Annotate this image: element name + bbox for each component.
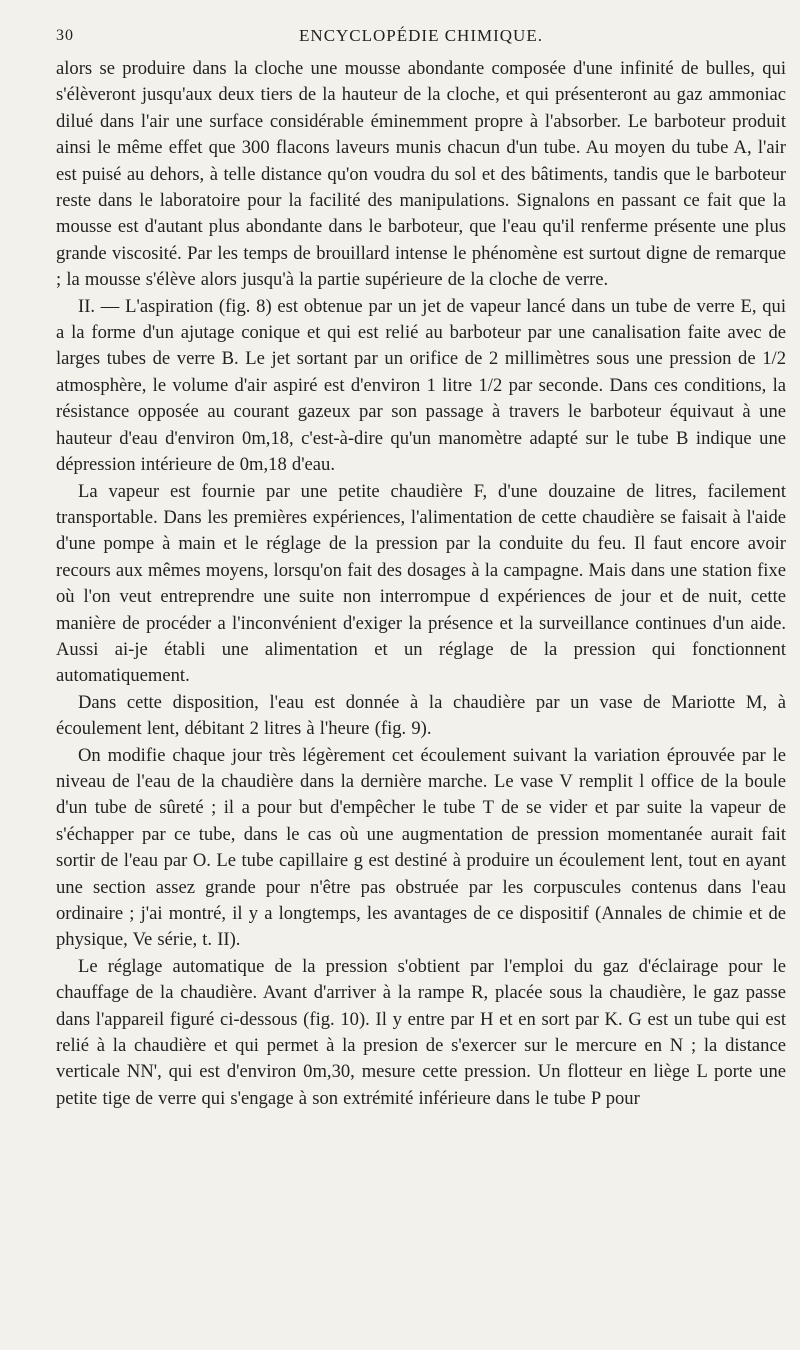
body-text bbox=[56, 56, 786, 1112]
running-title: ENCYCLOPÉDIE CHIMIQUE. bbox=[299, 26, 543, 45]
paragraph: II. — L'aspiration (fig. 8) est obtenue par un jet de vapeur lancé dans un tube de verre E, qui a la forme d'un ajutage conique et qui est relié au barboteur par une canalisation faite avec de larges tubes de verre B. Le jet sortant par un orifice de 2 millimètres sous une pression de 1/2 atmosphère, le volume d'air aspiré est d'environ 1 litre 1/2 par seconde. Dans ces conditions, la résistance opposée au courant gazeux par son passage à travers le barboteur équivaut à une hauteur d'eau d'environ 0m,18, c'est-à-dire qu'un manomètre adapté sur le tube B indique une dépression intérieure de 0m,18 d'eau. bbox=[56, 295, 786, 476]
paragraph: Dans cette disposition, l'eau est donnée à la chaudière par un vase de Mariotte M, à écoulement lent, débitant 2 litres à l'heure (fig. 9). bbox=[56, 691, 786, 740]
paragraph: alors se produire dans la cloche une mousse abondante composée d'une infinité de bulles, qui s'élèveront jusqu'aux deux tiers de la hauteur de la cloche, et qui présenteront au gaz ammoniac dilué dans l'air une surface considérable éminemment propre à l'absorber. Le barboteur produit ainsi le même effet que 300 flacons laveurs munis chacun d'un tube. Au moyen du tube A, l'air est puisé au dehors, à telle distance qu'on voudra du sol et des bâtiments, tandis que le barboteur reste dans le laboratoire pour la facilité des manipulations. Signalons en passant ce fait que la mousse est d'autant plus abondante dans le barboteur, que l'eau qu'il renferme présente une plus grande viscosité. Par les temps de brouillard intense le phénomène est surtout digne de remarque ; la mousse s'élève alors jusqu'à la partie supérieure de la cloche de verre. bbox=[56, 58, 786, 291]
paragraph: La vapeur est fournie par une petite chaudière F, d'une douzaine de litres, facilement transportable. Dans les premières expériences, l'alimentation de cette chaudière se faisait à l'aide d'une pompe à main et le réglage de la pression par la conduite du feu. Il faut encore avoir recours aux mêmes moyens, lorsqu'on fait des dosages à la campagne. Mais dans une station fixe où l'on veut entreprendre une suite non interrompue d expériences de jour et de nuit, cette manière de procéder a l'inconvénient d'exiger la présence et la surveillance continues d'un aide. Aussi ai-je établi une alimentation et un réglage de la pression qui fonctionnent automatiquement. bbox=[56, 480, 786, 687]
paragraph: Le réglage automatique de la pression s'obtient par l'emploi du gaz d'éclairage pour le chauffage de la chaudière. Avant d'arriver à la rampe R, placée sous la chaudière, le gaz passe dans l'appareil figuré ci-dessous (fig. 10). Il y entre par H et en sort par K. G est un tube qui est relié à la chaudière et qui permet à la presion de s'exercer sur le mercure en N ; la distance verticale NN', qui est d'environ 0m,30, mesure cette pression. Un flotteur en liège L porte une petite tige de verre qui s'engage à son extrémité inférieure dans le tube P pour bbox=[56, 955, 786, 1109]
paragraph: On modifie chaque jour très légèrement cet écoulement suivant la variation éprouvée par le niveau de l'eau de la chaudière dans la dernière marche. Le vase V remplit l office de la boule d'un tube de sûreté ; il a pour but d'empêcher le tube T de se vider et par suite la vapeur de s'échapper par ce tube, dans le cas où une augmentation de pression momentanée aurait fait sortir de l'eau par O. Le tube capillaire g est destiné à produire un écoulement lent, tout en ayant une section assez grande pour n'être pas obstruée par les corpuscules contenus dans l'eau ordinaire ; j'ai montré, il y a longtemps, les avantages de ce dispositif (Annales de chimie et de physique, Ve série, t. II). bbox=[56, 744, 786, 951]
page-number: 30 bbox=[56, 27, 74, 44]
page-header bbox=[56, 24, 786, 50]
